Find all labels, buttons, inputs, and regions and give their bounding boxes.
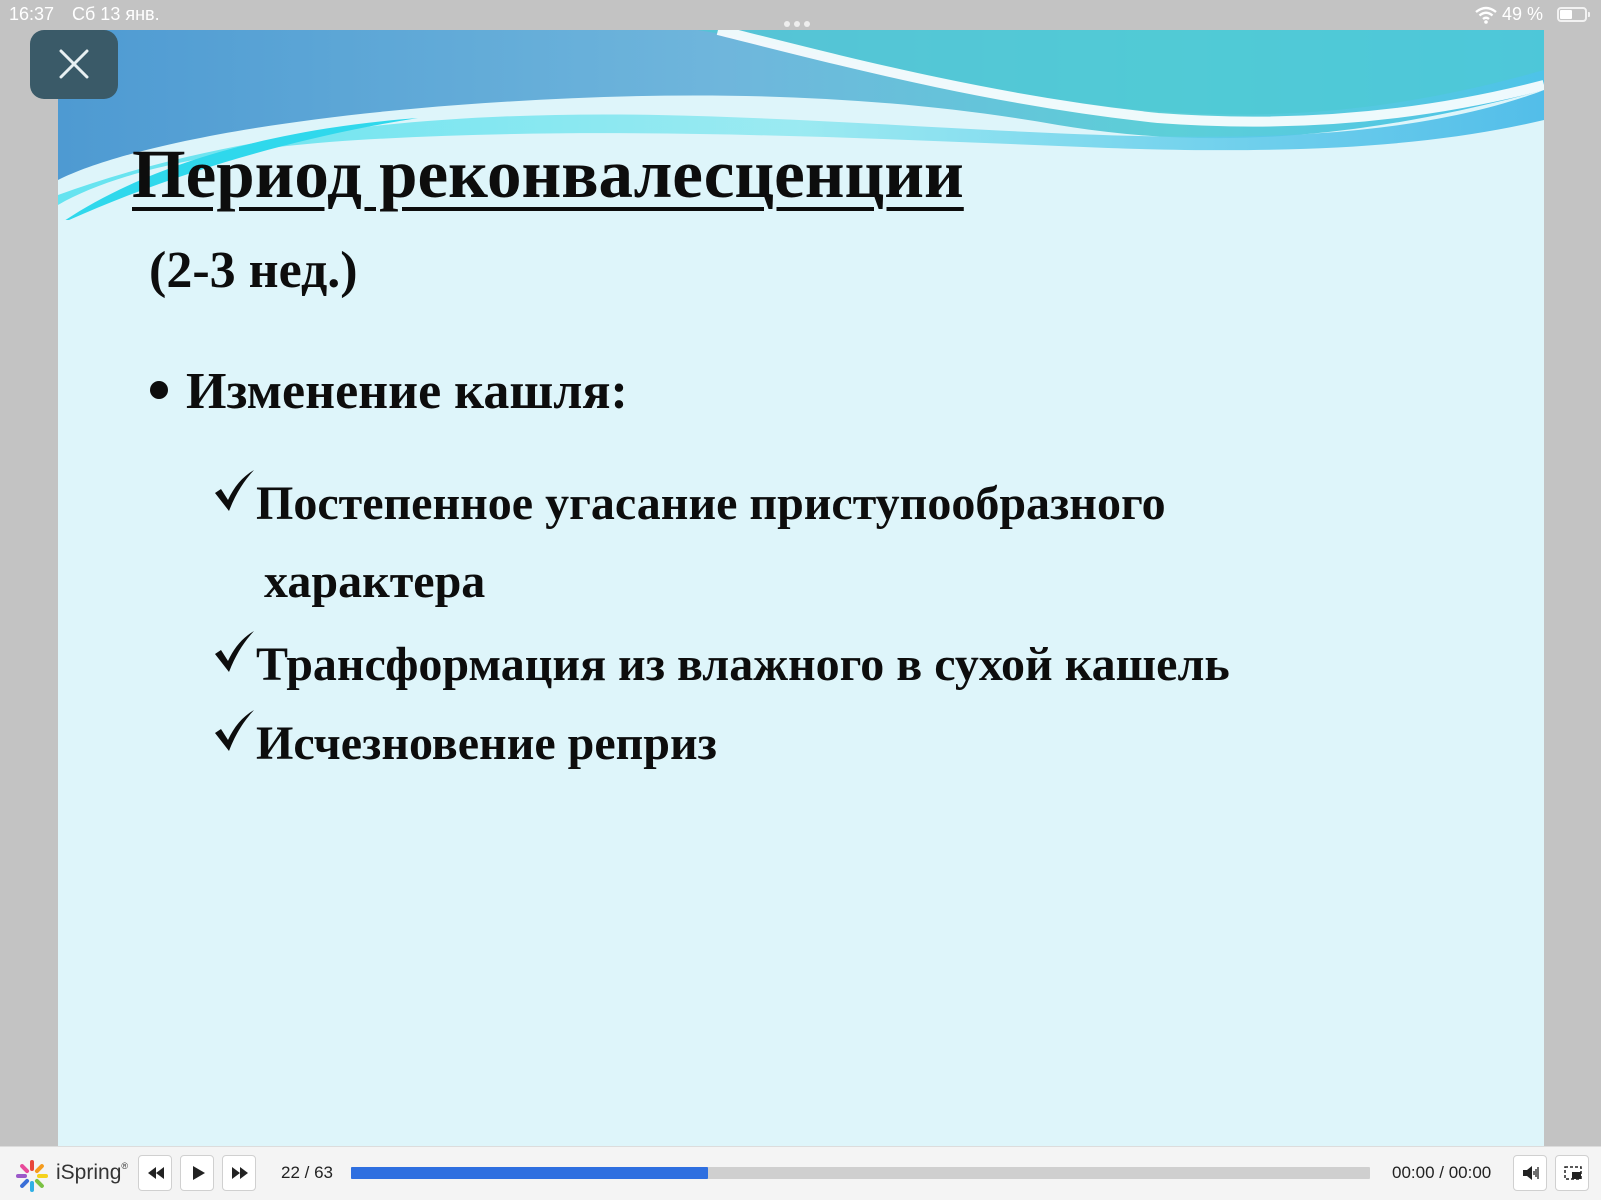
previous-slide-button[interactable] bbox=[138, 1155, 172, 1191]
slide bbox=[58, 30, 1544, 1146]
brand-mark: ® bbox=[121, 1161, 129, 1171]
brand-label: iSpring bbox=[56, 1161, 122, 1184]
checkmark-icon bbox=[212, 469, 256, 513]
play-button[interactable] bbox=[180, 1155, 214, 1191]
volume-button[interactable] bbox=[1513, 1155, 1547, 1191]
list-item-text: Постепенное угасание приступообразного bbox=[256, 477, 1166, 530]
bullet-dot-icon bbox=[150, 381, 168, 399]
wifi-icon bbox=[1475, 6, 1497, 24]
fullscreen-button[interactable] bbox=[1555, 1155, 1589, 1191]
slide-subtitle: (2-3 нед.) bbox=[149, 242, 358, 299]
bullet-text: Изменение кашля: bbox=[186, 363, 628, 420]
close-icon bbox=[59, 49, 89, 79]
ispring-logo-icon bbox=[14, 1158, 50, 1194]
next-slide-button[interactable] bbox=[222, 1155, 256, 1191]
fast-forward-icon bbox=[231, 1165, 249, 1181]
fullscreen-icon bbox=[1564, 1165, 1582, 1181]
progress-bar[interactable] bbox=[351, 1167, 1370, 1179]
rewind-icon bbox=[147, 1165, 165, 1181]
bullet-item bbox=[150, 362, 628, 421]
battery-icon bbox=[1557, 7, 1587, 22]
battery-fill bbox=[1560, 10, 1572, 19]
list-item-text-continued: характера bbox=[264, 555, 486, 608]
multitasking-dots-icon[interactable] bbox=[784, 11, 820, 19]
status-date: Сб 13 янв. bbox=[72, 4, 160, 24]
player-bar bbox=[0, 1146, 1601, 1200]
close-button[interactable] bbox=[30, 30, 118, 99]
slide-title: Период реконвалесценции bbox=[132, 136, 964, 212]
play-icon bbox=[189, 1165, 207, 1181]
status-bar bbox=[0, 0, 1601, 30]
checkmark-icon bbox=[212, 630, 256, 674]
list-item-text: Исчезновение реприз bbox=[256, 717, 717, 770]
slide-counter: 22 / 63 bbox=[281, 1163, 333, 1182]
brand-name bbox=[56, 1161, 128, 1185]
checkmark-icon bbox=[212, 709, 256, 753]
battery-percent: 49 % bbox=[1502, 4, 1544, 24]
progress-fill bbox=[351, 1167, 708, 1179]
status-time: 16:37 bbox=[9, 4, 55, 24]
volume-icon bbox=[1522, 1165, 1540, 1181]
list-item-text: Трансформация из влажного в сухой кашель bbox=[256, 638, 1230, 691]
timecode: 00:00 / 00:00 bbox=[1392, 1163, 1492, 1182]
